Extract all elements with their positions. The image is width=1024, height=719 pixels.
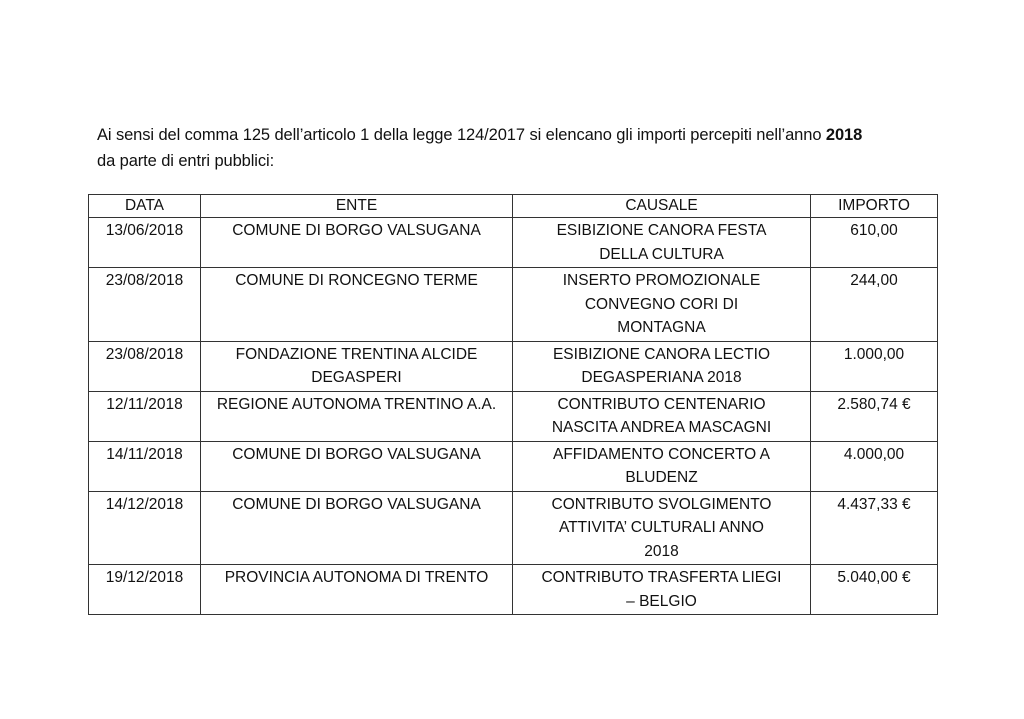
header-importo: IMPORTO — [811, 195, 938, 218]
cell-ente — [201, 491, 513, 565]
cell-causale — [513, 218, 811, 268]
cell-ente-line: COMUNE DI BORGO VALSUGANA — [232, 445, 481, 463]
cell-ente — [201, 341, 513, 391]
cell-ente — [201, 441, 513, 491]
cell-importo: 4.437,33 € — [811, 491, 938, 565]
header-causale: CAUSALE — [513, 195, 811, 218]
cell-date: 23/08/2018 — [89, 268, 201, 342]
intro-text: Ai sensi del comma 125 dell’articolo 1 della legge 124/2017 si elencano gli importi percepiti nell’anno — [97, 126, 826, 144]
table-row — [89, 441, 938, 491]
cell-ente-line: COMUNE DI BORGO VALSUGANA — [232, 222, 481, 239]
intro-year: 2018 — [825, 126, 863, 144]
table-row — [89, 565, 938, 615]
cell-ente-line: COMUNE DI RONCEGNO TERME — [235, 272, 478, 289]
cell-ente — [201, 391, 513, 441]
cell-date: 19/12/2018 — [89, 565, 201, 615]
cell-importo: 610,00 — [811, 218, 938, 268]
cell-causale — [513, 491, 811, 565]
cell-ente-line: DEGASPERI — [311, 369, 402, 386]
cell-ente — [201, 565, 513, 615]
header-data: DATA — [89, 195, 201, 218]
cell-causale-line: INSERTO PROMOZIONALE — [562, 272, 761, 289]
cell-ente-line: COMUNE DI BORGO VALSUGANA — [232, 495, 481, 513]
cell-importo: 244,00 — [811, 268, 938, 342]
table-row — [89, 268, 938, 342]
cell-date: 14/12/2018 — [89, 491, 201, 565]
cell-ente-line: PROVINCIA AUTONOMA DI TRENTO — [224, 569, 489, 586]
intro-paragraph — [97, 122, 937, 174]
cell-importo: 2.580,74 € — [811, 391, 938, 441]
cell-causale-line: 2018 — [644, 542, 679, 560]
cell-causale-line: – BELGIO — [626, 592, 697, 610]
cell-causale-line: MONTAGNA — [617, 319, 706, 336]
cell-causale — [513, 268, 811, 342]
table-row — [89, 491, 938, 565]
cell-importo: 4.000,00 — [811, 441, 938, 491]
cell-importo: 5.040,00 € — [811, 565, 938, 615]
table-row — [89, 218, 938, 268]
cell-causale-line: AFFIDAMENTO CONCERTO A — [552, 445, 771, 463]
cell-causale-line: ESIBIZIONE CANORA LECTIO — [552, 345, 771, 363]
cell-ente-line: REGIONE AUTONOMA TRENTINO A.A. — [216, 395, 497, 413]
cell-causale-line: DEGASPERIANA 2018 — [581, 369, 742, 386]
cell-date: 12/11/2018 — [89, 391, 201, 441]
cell-causale-line: ESIBIZIONE CANORA FESTA — [556, 222, 767, 239]
cell-importo: 1.000,00 — [811, 341, 938, 391]
cell-date: 14/11/2018 — [89, 441, 201, 491]
cell-date: 23/08/2018 — [89, 341, 201, 391]
cell-date: 13/06/2018 — [89, 218, 201, 268]
cell-ente — [201, 218, 513, 268]
cell-causale-line: BLUDENZ — [625, 469, 698, 486]
intro-text-line-2: da parte di entri pubblici: — [97, 152, 275, 170]
cell-causale-line: CONTRIBUTO SVOLGIMENTO — [551, 495, 772, 513]
table-header-row — [89, 195, 938, 218]
grants-table — [88, 194, 938, 615]
table-row — [89, 341, 938, 391]
cell-causale-line: NASCITA ANDREA MASCAGNI — [551, 419, 772, 436]
table-row — [89, 391, 938, 441]
cell-causale — [513, 565, 811, 615]
cell-causale-line: CONTRIBUTO TRASFERTA LIEGI — [541, 569, 782, 586]
cell-causale — [513, 391, 811, 441]
cell-causale — [513, 341, 811, 391]
cell-ente — [201, 268, 513, 342]
cell-causale-line: ATTIVITA’ CULTURALI ANNO — [559, 519, 764, 536]
cell-causale-line: CONTRIBUTO CENTENARIO — [557, 395, 766, 413]
cell-ente-line: FONDAZIONE TRENTINA ALCIDE — [235, 345, 478, 363]
cell-causale-line: CONVEGNO CORI DI — [584, 295, 739, 313]
header-ente: ENTE — [201, 195, 513, 218]
cell-causale — [513, 441, 811, 491]
cell-causale-line: DELLA CULTURA — [599, 245, 724, 263]
